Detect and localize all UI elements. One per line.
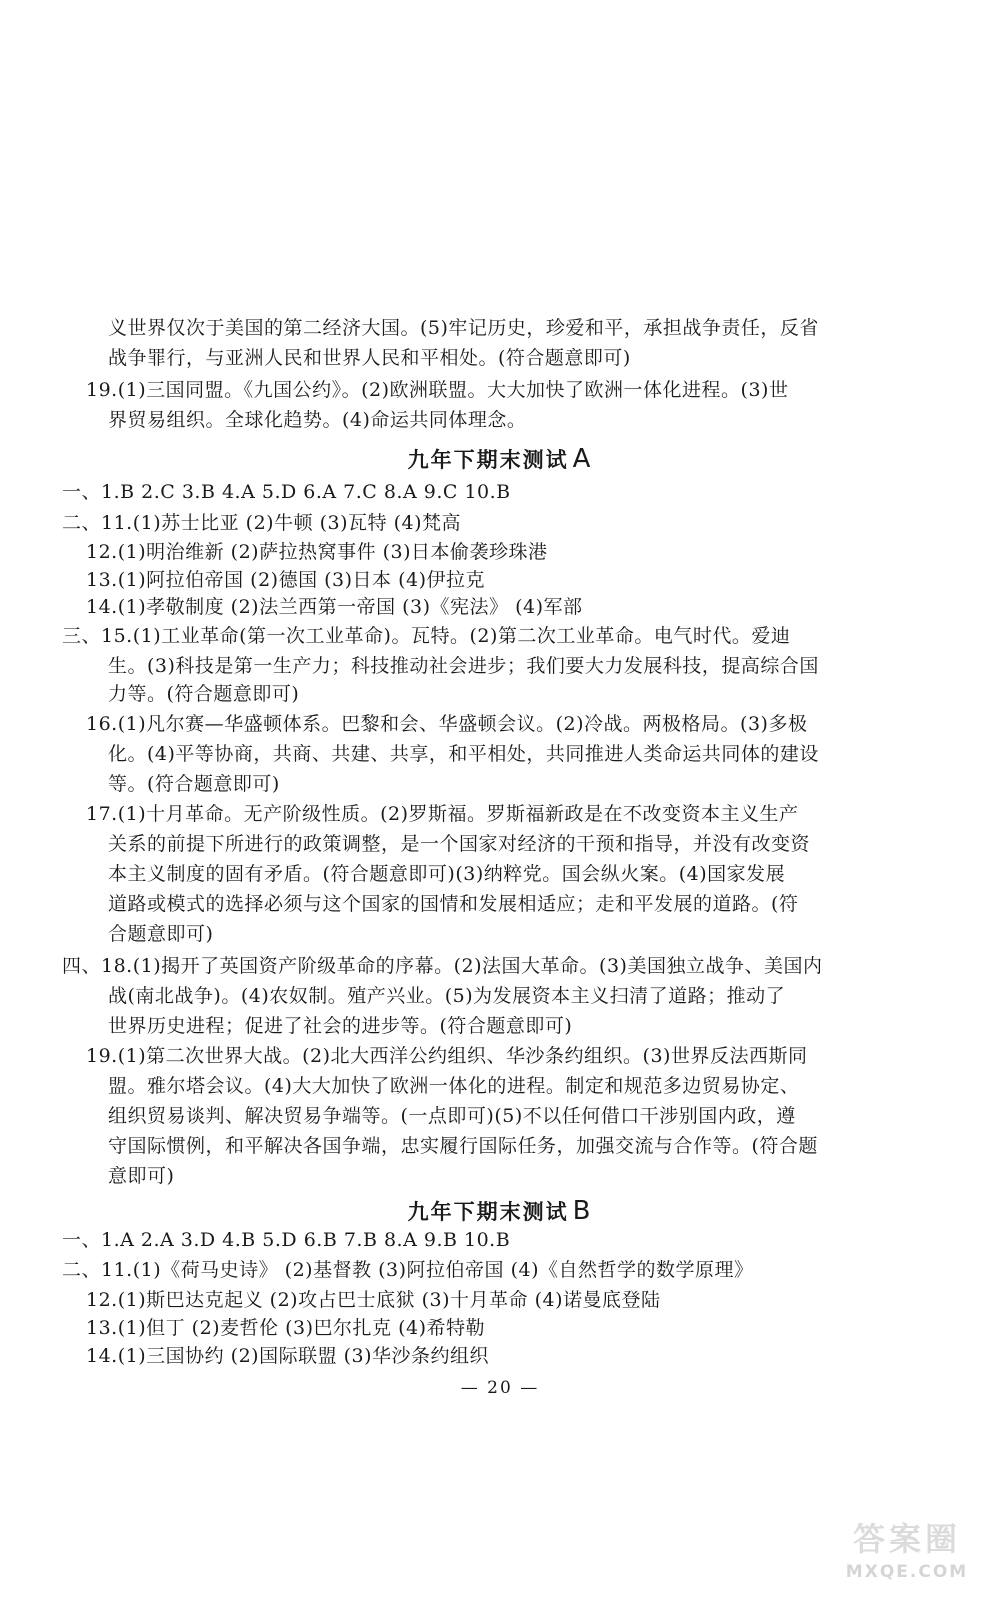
text-line: 14.(1)孝敬制度 (2)法兰西第一帝国 (3)《宪法》 (4)军部 <box>86 596 583 618</box>
text-line: 12.(1)斯巴达克起义 (2)攻占巴士底狱 (3)十月革命 (4)诺曼底登陆 <box>86 1289 661 1311</box>
text-line: 四、18.(1)揭开了英国资产阶级革命的序幕。(2)法国大革命。(3)美国独立战争、美国内 <box>62 955 823 977</box>
section-heading-b <box>0 1196 1000 1227</box>
section-heading-a-text: 九年下期末测试 <box>407 447 569 472</box>
text-line: 战争罪行，与亚洲人民和世界人民和平相处。(符合题意即可) <box>108 347 631 369</box>
watermark-mark: 答案圈 <box>852 1520 961 1558</box>
text-line: 意即可) <box>108 1165 175 1187</box>
text-line: 二、11.(1)《荷马史诗》 (2)基督教 (3)阿拉伯帝国 (4)《自然哲学的数学原理》 <box>62 1259 754 1281</box>
section-heading-a-letter: A <box>572 444 593 474</box>
text-line: 二、11.(1)苏士比亚 (2)牛顿 (3)瓦特 (4)梵高 <box>62 512 461 534</box>
text-line: 关系的前提下所进行的政策调整，是一个国家对经济的干预和指导，并没有改变资 <box>108 833 811 855</box>
text-line: 守国际惯例，和平解决各国争端，忠实履行国际任务，加强交流与合作等。(符合题 <box>108 1135 818 1157</box>
text-line: 13.(1)阿拉伯帝国 (2)德国 (3)日本 (4)伊拉克 <box>86 569 485 591</box>
text-line: 14.(1)三国协约 (2)国际联盟 (3)华沙条约组织 <box>86 1345 490 1367</box>
page-number: — 20 — <box>460 1378 540 1398</box>
text-line: 等。(符合题意即可) <box>108 773 280 795</box>
text-line: 本主义制度的固有矛盾。(符合题意即可)(3)纳粹党。国会纵火案。(4)国家发展 <box>108 863 786 885</box>
section-heading-b-letter: B <box>572 1196 593 1226</box>
text-line: 三、15.(1)工业革命(第一次工业革命)。瓦特。(2)第二次工业革命。电气时代。爱迪 <box>62 625 791 647</box>
text-line: 13.(1)但丁 (2)麦哲伦 (3)巴尔扎克 (4)希特勒 <box>86 1317 485 1339</box>
text-line: 战(南北战争)。(4)农奴制。殖产兴业。(5)为发展资本主义扫清了道路；推动了 <box>108 985 786 1007</box>
text-line: 化。(4)平等协商，共商、共建、共享，和平相处，共同推进人类命运共同体的建设 <box>108 743 819 765</box>
text-line: 界贸易组织。全球化趋势。(4)命运共同体理念。 <box>108 409 527 431</box>
section-heading-b-text: 九年下期末测试 <box>407 1199 569 1224</box>
text-line: 力等。(符合题意即可) <box>108 683 300 705</box>
watermark-text: MXQE.COM <box>845 1562 969 1582</box>
text-line: 生。(3)科技是第一生产力；科技推动社会进步；我们要大力发展科技，提高综合国 <box>108 655 819 677</box>
text-line: 盟。雅尔塔会议。(4)大大加快了欧洲一体化的进程。制定和规范多边贸易协定、 <box>108 1075 800 1097</box>
text-line: 一、1.B 2.C 3.B 4.A 5.D 6.A 7.C 8.A 9.C 10.B <box>62 481 511 503</box>
text-line: 19.(1)三国同盟。《九国公约》。(2)欧洲联盟。大大加快了欧洲一体化进程。(3)世 <box>86 379 789 401</box>
text-line: 组织贸易谈判、解决贸易争端等。(一点即可)(5)不以任何借口干涉别国内政，遵 <box>108 1105 796 1127</box>
text-line: 义世界仅次于美国的第二经济大国。(5)牢记历史，珍爱和平，承担战争责任，反省 <box>108 317 819 339</box>
text-line: 一、1.A 2.A 3.D 4.B 5.D 6.B 7.B 8.A 9.B 10.B <box>62 1229 511 1251</box>
watermark-logo <box>832 1520 982 1582</box>
text-line: 19.(1)第二次世界大战。(2)北大西洋公约组织、华沙条约组织。(3)世界反法西斯同 <box>86 1045 808 1067</box>
text-line: 17.(1)十月革命。无产阶级性质。(2)罗斯福。罗斯福新政是在不改变资本主义生产 <box>86 803 799 825</box>
text-line: 道路或模式的选择必须与这个国家的国情和发展相适应；走和平发展的道路。(符 <box>108 893 799 915</box>
text-line: 世界历史进程；促进了社会的进步等。(符合题意即可) <box>108 1015 573 1037</box>
text-line: 16.(1)凡尔赛—华盛顿体系。巴黎和会、华盛顿会议。(2)冷战。两极格局。(3)多极 <box>86 713 808 735</box>
text-line: 合题意即可) <box>108 923 214 945</box>
text-line: 12.(1)明治维新 (2)萨拉热窝事件 (3)日本偷袭珍珠港 <box>86 541 548 563</box>
section-heading-a <box>0 444 1000 475</box>
